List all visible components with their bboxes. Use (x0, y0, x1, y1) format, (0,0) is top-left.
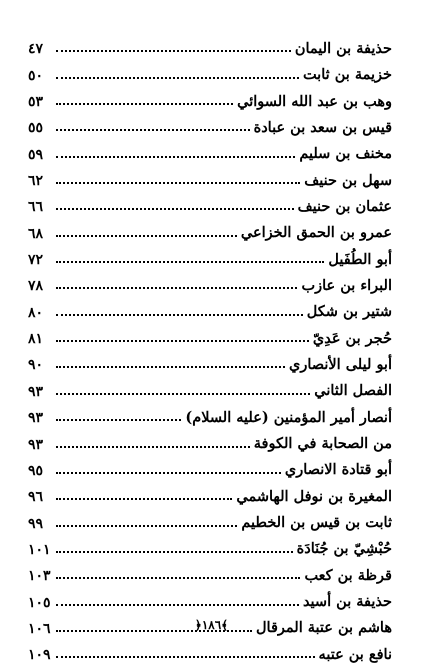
toc-entry-title: شتير بن شكل (306, 303, 392, 321)
toc-entry-title: نافع بن عتبه (318, 645, 392, 663)
toc-entry-title: سهل بن حنيف (304, 171, 392, 189)
toc-entry-page-number: ٩٣ (28, 436, 44, 453)
dot-leader (56, 261, 324, 263)
toc-entry-page-number: ٥٩ (28, 146, 44, 163)
dot-leader (56, 419, 181, 421)
toc-entry (28, 295, 392, 321)
toc-entry-title: البراء بن عازب (301, 276, 392, 294)
toc-entry-page-number: ٩٦ (28, 489, 44, 506)
toc-entry-title: هاشم بن عتبة المرقال (256, 619, 392, 637)
dot-leader (56, 472, 281, 474)
dot-leader (56, 287, 297, 289)
toc-entry-page-number: ٨١ (28, 331, 44, 348)
toc-entry (28, 243, 392, 269)
page-number: ﴾١٨٦﴿ (194, 618, 229, 632)
toc-entry-page-number: ٩٠ (28, 357, 44, 374)
toc-entry-title: أنصار أمير المؤمنين (عليه السلام) (185, 408, 392, 426)
toc-entry (28, 480, 392, 506)
toc-entry (28, 216, 392, 242)
dot-leader (56, 50, 291, 52)
dot-leader (56, 208, 294, 210)
dot-leader (56, 393, 310, 395)
toc-entry (28, 137, 392, 163)
toc-entry-page-number: ١٠٩ (28, 647, 51, 664)
toc-entry (28, 427, 392, 453)
toc-entry (28, 32, 392, 58)
toc-entry-page-number: ٩٩ (28, 515, 44, 532)
toc-entry-title: حُجر بن عَدِيّ (312, 329, 392, 347)
toc-entry (28, 559, 392, 585)
toc-entry-title: قيس بن سعد بن عبادة (253, 118, 392, 136)
dot-leader (56, 103, 233, 105)
toc-entry-title: أبو الطُفَيل (328, 250, 392, 268)
dot-leader (56, 235, 237, 237)
toc-entry-page-number: ٩٣ (28, 410, 44, 427)
toc-entry-title: من الصحابة في الكوفة (253, 435, 392, 452)
toc-entry-title: قرظة بن كعب (304, 566, 392, 584)
toc-entry (28, 401, 392, 427)
toc-entry-title: عثمان بن حنيف (297, 197, 392, 215)
toc-entry-page-number: ٩٥ (28, 462, 44, 479)
toc-entry-page-number: ٥٥ (28, 120, 44, 137)
toc-entry (28, 269, 392, 295)
toc-entry-title: خزيمة بن ثابت (302, 66, 392, 84)
toc-entry-title: أبو ليلى الأنصاري (288, 355, 392, 373)
toc-entry (28, 506, 392, 532)
dot-leader (56, 129, 250, 131)
toc-entry-page-number: ١٠١ (28, 541, 51, 558)
toc-entry-page-number: ٨٠ (28, 304, 44, 321)
toc-entry-page-number: ١٠٣ (28, 568, 51, 585)
toc-entry (28, 533, 392, 559)
toc-entry-title: المغيرة بن نوفل الهاشمي (236, 487, 392, 505)
toc-entry-page-number: ٤٧ (28, 41, 44, 58)
toc-entry (28, 164, 392, 190)
toc-entry (28, 348, 392, 374)
toc-entry-page-number: ١٠٦ (28, 620, 51, 637)
toc-entry-page-number: ١٠٥ (28, 594, 51, 611)
toc-entry (28, 190, 392, 216)
toc-entry-page-number: ٩٣ (28, 383, 44, 400)
toc-entry-title: أبو قتادة الانصاري (284, 461, 392, 479)
toc-entry-title: الفصل الثاني (314, 382, 392, 400)
dot-leader (56, 604, 299, 606)
dot-leader (56, 577, 300, 579)
toc-entry (28, 585, 392, 611)
toc-entry-page-number: ٦٦ (28, 199, 44, 216)
toc-entry (28, 58, 392, 84)
dot-leader (56, 551, 293, 553)
toc-entry-title: وهب بن عبد الله السوائي (237, 92, 392, 110)
dot-leader (56, 156, 295, 158)
toc-entry-page-number: ٧٢ (28, 252, 44, 269)
toc-entry-title: حذيفة بن اليمان (294, 39, 392, 57)
table-of-contents (28, 32, 392, 664)
toc-entry (28, 454, 392, 480)
dot-leader (56, 446, 250, 448)
dot-leader (56, 498, 232, 500)
toc-entry-title: مخنف بن سليم (299, 145, 392, 163)
dot-leader (56, 182, 300, 184)
dot-leader (56, 314, 303, 316)
toc-entry-title: عمرو بن الحمق الخزاعي (240, 224, 392, 242)
toc-entry (28, 85, 392, 111)
toc-entry-title: حُبْشِيّ بن جُنَادَة (296, 540, 392, 558)
dot-leader (56, 525, 237, 527)
dot-leader (56, 77, 299, 79)
toc-entry-page-number: ٥٣ (28, 94, 44, 111)
dot-leader (56, 366, 285, 368)
toc-entry-page-number: ٦٨ (28, 225, 44, 242)
toc-entry-page-number: ٦٢ (28, 173, 44, 190)
toc-entry (28, 111, 392, 137)
toc-entry-title: حذيفة بن أسيد (302, 593, 392, 611)
dot-leader (56, 340, 309, 342)
toc-entry (28, 638, 392, 664)
toc-entry-title: ثابت بن قيس بن الخطيم (241, 514, 392, 532)
toc-entry-page-number: ٥٠ (28, 67, 44, 84)
toc-entry (28, 322, 392, 348)
toc-entry-page-number: ٧٨ (28, 278, 44, 295)
toc-entry (28, 374, 392, 400)
dot-leader (56, 656, 315, 658)
